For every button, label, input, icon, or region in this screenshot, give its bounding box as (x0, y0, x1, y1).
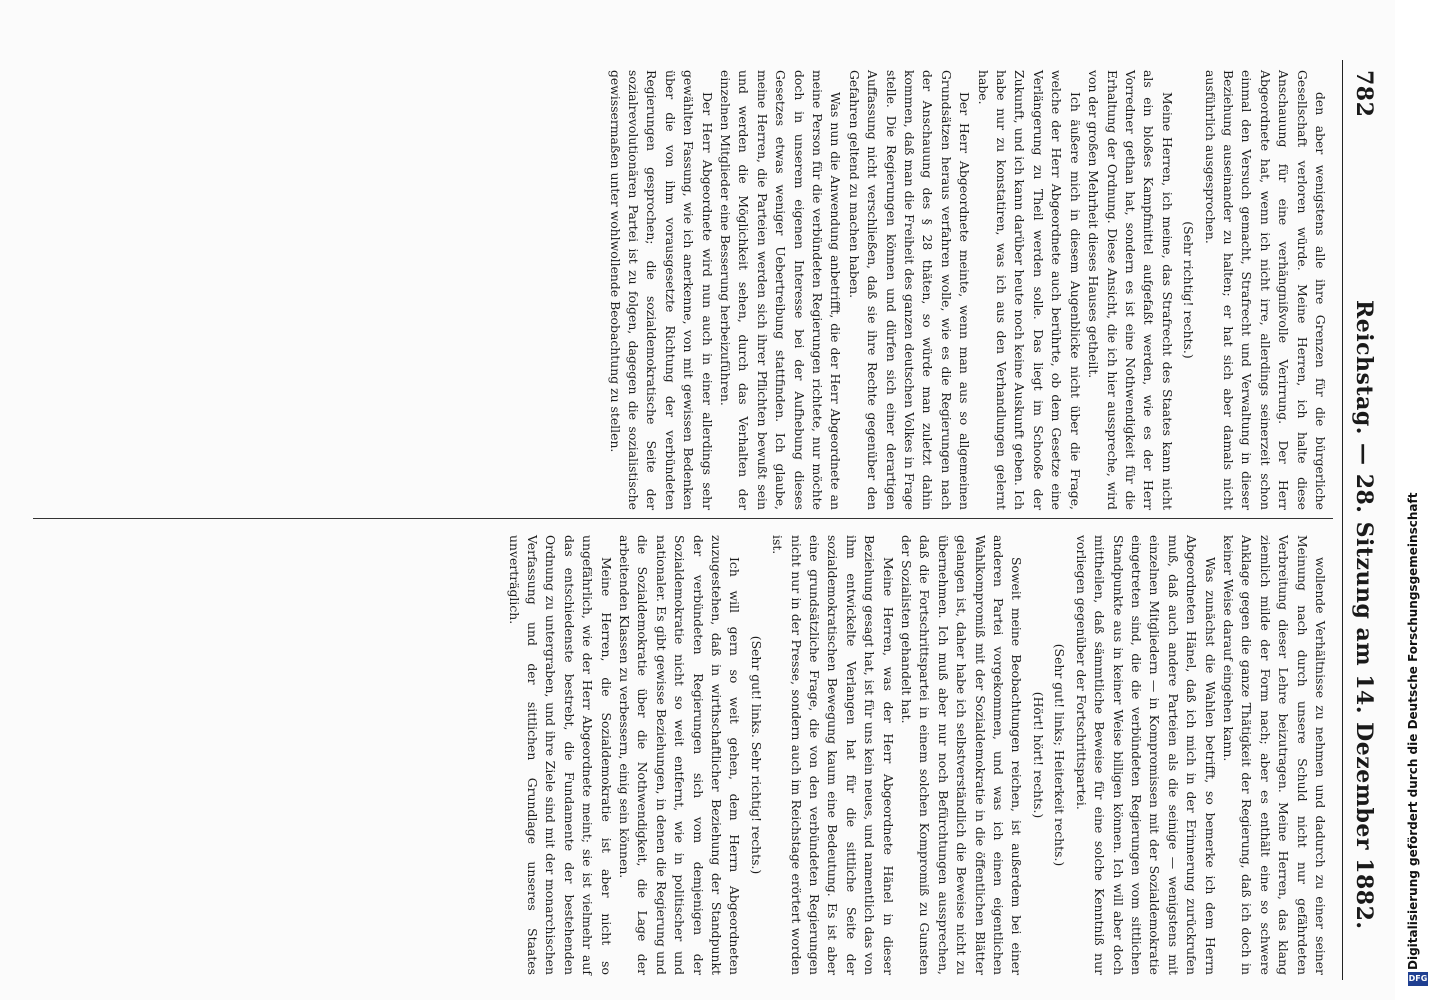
paragraph: Was nun die Anwendung anbetrifft, die der Herr Abgeordnete an meine Person für die verbündeten Regierungen richtete, nur möchte doch in unserem eigenen Interesse bei der Aufhebung dieses Gesetzes etwas weniger Uebertreibung stattfinden. Ich glaube, meine Herren, die Parteien werden sich ihrer Pflichten bewußt sein und werden die Möglichkeit sehen, durch das Verhalten der einzelnen Mitglieder eine Besserung herbeizuführen. (718, 70, 844, 510)
paragraph: Ich will gern so weit gehen, dem Herrn Abgeordneten zuzugestehen, daß in wirthschaftlicher Beziehung der Standpunkt der verbündeten Regierungen sich vom demjenigen der Sozialdemokratie nicht so weit entfernt, wie in politischer und nationaler. Es gibt gewisse Beziehungen, in denen die Regierung und die Sozialdemokratie über die Nothwendigkeit, die Lage der arbeitenden Klassen zu verbessern, einig sein können. (616, 535, 743, 975)
right-column (504, 535, 1329, 975)
left-column (605, 70, 1329, 510)
header-rule (1342, 60, 1343, 980)
paragraph: Der Herr Abgeordnete wird nun auch in einer allerdings sehr gewählten Fassung, wie ich anerkenne, von mit gewissen Bedenken über die von ihm vorausgesetzte Richtung der verbündeten Regierungen gesprochen; die sozialdemokratische Seite der sozialrevolutionären Partei ist zu folgen, dagegen die sozialistische gewissermaßen unter wohlwollende Beobachtung zu stellen. (607, 70, 715, 510)
paragraph: den aber wenigstens alle ihre Grenzen für die bürgerliche Gesellschaft verloren würde. Meine Herren, ich halte diese Anschauung für eine verhängnißvolle Verirrung. Der Herr Abgeordnete hat, wenn ich nicht irre, allerdings seinerzeit schon einmal den Versuch gemacht, Strafrecht und Verwaltung in dieser Beziehung auseinander zu halten; er hat sich aber damals nicht ausführlich ausgesprochen. (1202, 70, 1328, 510)
paragraph: wollende Verhältnisse zu nehmen und dadurch zu einer seiner Meinung nach durch unsere Schuld nicht nur gefährdeten Verbreitung dieser Lehre beizutragen. Meine Herren, das klang ziemlich milde der Form nach; aber es enthält eine so schwere Anklage gegen die ganze Thätigkeit der Regierung, daß ich doch in keiner Weise darauf eingehen kann. (1220, 535, 1328, 975)
page-title: Reichstag. — 28. Sitzung am 14. Dezember 1882. (1351, 300, 1377, 930)
paragraph: Meine Herren, die Sozialdemokratie ist aber nicht so ungefährlich, wie der Herr Abgeordnete meint; sie ist vielmehr auf das entschiedenste bestrebt, die Fundamente der bestehenden Ordnung zu untergraben, und ihre Ziele sind mit der monarchischen Verfassung und der sittlichen Grundlage unseres Staates unverträglich. (506, 535, 614, 975)
paragraph: Ich äußere mich in diesem Augenblicke nicht über die Frage, welche der Herr Abgeordnete auch berührte, ob dem Gesetze eine Verlängerung zu Theil werden solle. Das liegt im Schooße der Zukunft, und ich kann darüber heute noch keine Auskunft geben. Ich habe nur zu konstatiren, was ich aus den Verhandlungen gelernt habe. (975, 70, 1083, 510)
stage-direction: (Hört! hört! rechts.) (1030, 691, 1046, 819)
paragraph: Der Herr Abgeordnete meinte, wenn man aus so allgemeinen Grundsätzen heraus verfahren wolle, wie es die Regierungen nach der Anschauung des § 28 thäten, so würde man zuletzt dahin kommen, daß man die Freiheit des ganzen deutschen Volkes in Frage stelle. Die Regierungen können und dürfen sich einer derartigen Auffassung nicht verschließen, daß sie ihre Rechte gegenüber den Gefahren geltend zu machen haben. (846, 70, 973, 510)
paragraph: Meine Herren, was der Herr Abgeordnete Hänel in dieser Beziehung gesagt hat, ist für uns kein neues, und namentlich das von ihm entwickelte Verlangen hat für die sittliche Seite der sozialdemokratischen Bewegung kaum eine Bedeutung. Es ist aber eine grundsätzliche Frage, die von den verbündeten Regierungen nicht nur in der Presse, sondern auch im Reichstage erörtert worden ist. (770, 535, 896, 975)
page-header (1341, 0, 1381, 1000)
paragraph: Meine Herren, ich meine, das Strafrecht des Staates kann nicht als ein bloßes Kampfmittel aufgefaßt werden, wie es der Herr Vorredner gethan hat, sondern es ist eine Nothwendigkeit für die Erhaltung der Ordnung. Diese Ansicht, die ich hier ausspreche, wird von der großen Mehrheit dieses Hauses getheilt. (1086, 70, 1175, 510)
page-number: 782 (1351, 70, 1377, 118)
stage-direction: (Sehr richtig! rechts.) (1181, 221, 1197, 359)
stage-direction: (Sehr gut! links; Heiterkeit rechts.) (1052, 643, 1068, 867)
paragraph: Was zunächst die Wahlen betrifft, so bemerke ich dem Herrn Abgeordneten Hänel, daß ich mich in der Erinnerung zurückrufen muß, daß auch andere Parteien als die seinige — wenigstens mit einzelnen Mitgliedern — in Kompromissen mit der Sozialdemokratie eingetreten sind, die die verbündeten Regierungen vom sittlichen Standpunkte aus in keiner Weise billigen können. Ich will aber doch mittheilen, daß sämmtliche Beweise für eine solche Kenntniß nur vorliegen gegenüber der Fortschrittspartei. (1073, 535, 1218, 975)
paragraph: Soweit meine Beobachtungen reichen, ist außerdem bei einer anderen Partei vorgekommen, und was ich einen eigentlichen Wahlkompromiß mit der Sozialdemokratie in die öffentlichen Blätter gelangen ist, daher habe ich selbstverständlich die Beweise nicht zu übernehmen. Ich muß aber nur noch Befürchtungen aussprechen, daß die Fortschrittspartei in einem solchen Kompromiß zu Gunsten der Sozialisten gehandelt hat. (899, 535, 1025, 975)
funding-credit: Digitalisierung gefördert durch die Deutsche Forschungsgemeinschaft (1406, 492, 1420, 970)
stage-direction: (Sehr gut! links. Sehr richtig! rechts.) (748, 635, 764, 875)
dfg-logo-icon: DFG (1408, 972, 1428, 986)
credit-sidebar (1402, 0, 1432, 1000)
column-divider (33, 518, 1333, 519)
